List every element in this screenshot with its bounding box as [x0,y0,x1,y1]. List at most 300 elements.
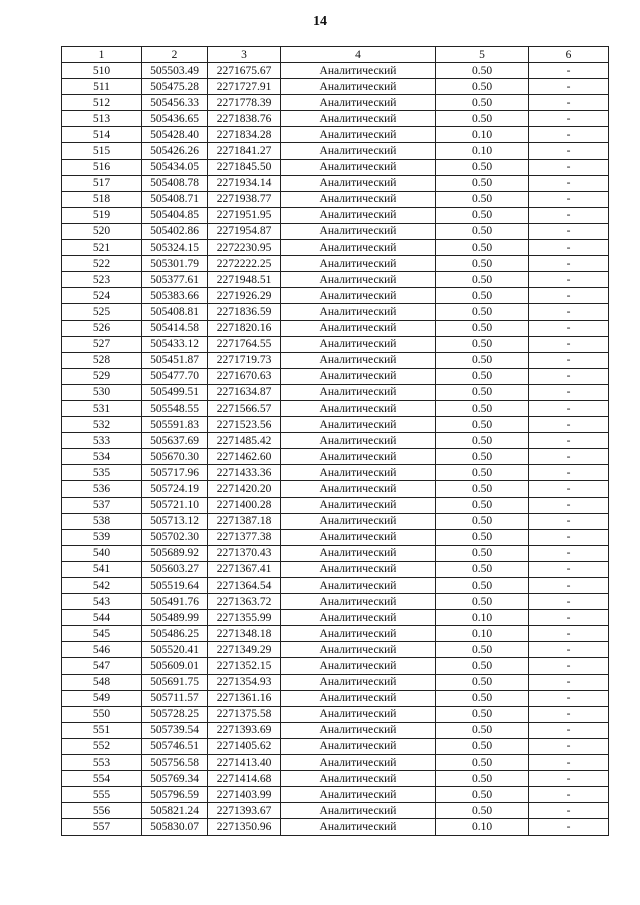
accuracy-cell: 0.50 [436,304,529,320]
accuracy-cell: 0.50 [436,529,529,545]
page-number: 14 [313,14,327,29]
accuracy-cell: 0.50 [436,578,529,594]
table-row [62,819,609,835]
y-coordinate-cell: 2271393.67 [208,803,281,819]
note-cell: - [529,481,609,497]
x-coordinate-cell: 505689.92 [142,545,208,561]
accuracy-cell: 0.50 [436,272,529,288]
point-number-cell: 554 [62,771,142,787]
y-coordinate-cell: 2271349.29 [208,642,281,658]
note-cell: - [529,545,609,561]
method-cell: Аналитический [281,706,436,722]
accuracy-cell: 0.10 [436,626,529,642]
point-number-cell: 536 [62,481,142,497]
x-coordinate-cell: 505428.40 [142,127,208,143]
method-cell: Аналитический [281,400,436,416]
point-number-cell: 525 [62,304,142,320]
table-row [62,111,609,127]
y-coordinate-cell: 2271393.69 [208,722,281,738]
point-number-cell: 522 [62,256,142,272]
note-cell: - [529,465,609,481]
x-coordinate-cell: 505377.61 [142,272,208,288]
method-cell: Аналитический [281,578,436,594]
method-cell: Аналитический [281,722,436,738]
method-cell: Аналитический [281,642,436,658]
y-coordinate-cell: 2271354.93 [208,674,281,690]
y-coordinate-cell: 2271348.18 [208,626,281,642]
point-number-cell: 545 [62,626,142,642]
note-cell: - [529,288,609,304]
method-cell: Аналитический [281,819,436,835]
table-row [62,433,609,449]
point-number-cell: 548 [62,674,142,690]
table-body [62,63,609,836]
table-row [62,400,609,416]
note-cell: - [529,706,609,722]
x-coordinate-cell: 505414.58 [142,320,208,336]
note-cell: - [529,336,609,352]
note-cell: - [529,352,609,368]
x-coordinate-cell: 505486.25 [142,626,208,642]
method-cell: Аналитический [281,304,436,320]
table-row [62,304,609,320]
note-cell: - [529,513,609,529]
y-coordinate-cell: 2272222.25 [208,256,281,272]
method-cell: Аналитический [281,481,436,497]
point-number-cell: 549 [62,690,142,706]
table-row [62,288,609,304]
point-number-cell: 510 [62,63,142,79]
accuracy-cell: 0.50 [436,642,529,658]
accuracy-cell: 0.50 [436,481,529,497]
x-coordinate-cell: 505769.34 [142,771,208,787]
point-number-cell: 542 [62,578,142,594]
method-cell: Аналитический [281,803,436,819]
method-cell: Аналитический [281,336,436,352]
x-coordinate-cell: 505436.65 [142,111,208,127]
table-row [62,771,609,787]
y-coordinate-cell: 2271566.57 [208,400,281,416]
method-cell: Аналитический [281,95,436,111]
note-cell: - [529,256,609,272]
point-number-cell: 516 [62,159,142,175]
point-number-cell: 520 [62,223,142,239]
y-coordinate-cell: 2271841.27 [208,143,281,159]
method-cell: Аналитический [281,787,436,803]
point-number-cell: 530 [62,384,142,400]
accuracy-cell: 0.50 [436,706,529,722]
accuracy-cell: 0.50 [436,63,529,79]
column-header-1: 1 [62,47,142,63]
table-row [62,658,609,674]
y-coordinate-cell: 2271834.28 [208,127,281,143]
y-coordinate-cell: 2271364.54 [208,578,281,594]
table-row [62,690,609,706]
x-coordinate-cell: 505491.76 [142,594,208,610]
method-cell: Аналитический [281,433,436,449]
point-number-cell: 541 [62,561,142,577]
y-coordinate-cell: 2271764.55 [208,336,281,352]
point-number-cell: 551 [62,722,142,738]
x-coordinate-cell: 505408.81 [142,304,208,320]
table-row [62,191,609,207]
y-coordinate-cell: 2271838.76 [208,111,281,127]
accuracy-cell: 0.10 [436,610,529,626]
method-cell: Аналитический [281,256,436,272]
note-cell: - [529,449,609,465]
y-coordinate-cell: 2271727.91 [208,79,281,95]
x-coordinate-cell: 505548.55 [142,400,208,416]
method-cell: Аналитический [281,594,436,610]
accuracy-cell: 0.50 [436,417,529,433]
table-row [62,513,609,529]
accuracy-cell: 0.50 [436,159,529,175]
x-coordinate-cell: 505520.41 [142,642,208,658]
x-coordinate-cell: 505702.30 [142,529,208,545]
point-number-cell: 511 [62,79,142,95]
accuracy-cell: 0.50 [436,352,529,368]
accuracy-cell: 0.50 [436,288,529,304]
accuracy-cell: 0.50 [436,787,529,803]
x-coordinate-cell: 505489.99 [142,610,208,626]
note-cell: - [529,690,609,706]
y-coordinate-cell: 2271934.14 [208,175,281,191]
table-row [62,465,609,481]
y-coordinate-cell: 2271363.72 [208,594,281,610]
y-coordinate-cell: 2271778.39 [208,95,281,111]
note-cell: - [529,819,609,835]
y-coordinate-cell: 2271420.20 [208,481,281,497]
x-coordinate-cell: 505609.01 [142,658,208,674]
point-number-cell: 533 [62,433,142,449]
method-cell: Аналитический [281,690,436,706]
note-cell: - [529,384,609,400]
column-header-5: 5 [436,47,529,63]
table-row [62,95,609,111]
x-coordinate-cell: 505404.85 [142,207,208,223]
method-cell: Аналитический [281,111,436,127]
table-row [62,368,609,384]
x-coordinate-cell: 505456.33 [142,95,208,111]
table-row [62,143,609,159]
accuracy-cell: 0.50 [436,256,529,272]
x-coordinate-cell: 505591.83 [142,417,208,433]
y-coordinate-cell: 2271361.16 [208,690,281,706]
note-cell: - [529,272,609,288]
method-cell: Аналитический [281,223,436,239]
method-cell: Аналитический [281,658,436,674]
accuracy-cell: 0.50 [436,771,529,787]
table-row [62,578,609,594]
accuracy-cell: 0.50 [436,561,529,577]
table-row [62,545,609,561]
accuracy-cell: 0.50 [436,175,529,191]
table-row [62,610,609,626]
x-coordinate-cell: 505477.70 [142,368,208,384]
method-cell: Аналитический [281,240,436,256]
y-coordinate-cell: 2271719.73 [208,352,281,368]
note-cell: - [529,111,609,127]
method-cell: Аналитический [281,320,436,336]
y-coordinate-cell: 2271405.62 [208,738,281,754]
y-coordinate-cell: 2271377.38 [208,529,281,545]
accuracy-cell: 0.50 [436,449,529,465]
point-number-cell: 515 [62,143,142,159]
accuracy-cell: 0.50 [436,594,529,610]
y-coordinate-cell: 2271926.29 [208,288,281,304]
y-coordinate-cell: 2271367.41 [208,561,281,577]
x-coordinate-cell: 505499.51 [142,384,208,400]
table-row [62,642,609,658]
point-number-cell: 528 [62,352,142,368]
y-coordinate-cell: 2271375.58 [208,706,281,722]
point-number-cell: 513 [62,111,142,127]
accuracy-cell: 0.50 [436,690,529,706]
point-number-cell: 524 [62,288,142,304]
point-number-cell: 519 [62,207,142,223]
table-row [62,594,609,610]
note-cell: - [529,400,609,416]
y-coordinate-cell: 2271845.50 [208,159,281,175]
x-coordinate-cell: 505637.69 [142,433,208,449]
x-coordinate-cell: 505519.64 [142,578,208,594]
y-coordinate-cell: 2271350.96 [208,819,281,835]
note-cell: - [529,722,609,738]
accuracy-cell: 0.50 [436,111,529,127]
accuracy-cell: 0.50 [436,240,529,256]
note-cell: - [529,594,609,610]
x-coordinate-cell: 505756.58 [142,755,208,771]
accuracy-cell: 0.50 [436,400,529,416]
table-row [62,561,609,577]
note-cell: - [529,175,609,191]
note-cell: - [529,63,609,79]
table-row [62,674,609,690]
table-row [62,384,609,400]
y-coordinate-cell: 2271485.42 [208,433,281,449]
table-row [62,320,609,336]
x-coordinate-cell: 505713.12 [142,513,208,529]
accuracy-cell: 0.50 [436,223,529,239]
table-row [62,256,609,272]
method-cell: Аналитический [281,417,436,433]
method-cell: Аналитический [281,610,436,626]
point-number-cell: 518 [62,191,142,207]
point-number-cell: 512 [62,95,142,111]
column-header-6: 6 [529,47,609,63]
accuracy-cell: 0.50 [436,79,529,95]
accuracy-cell: 0.50 [436,433,529,449]
method-cell: Аналитический [281,79,436,95]
table-row [62,497,609,513]
x-coordinate-cell: 505434.05 [142,159,208,175]
y-coordinate-cell: 2271370.43 [208,545,281,561]
y-coordinate-cell: 2271670.63 [208,368,281,384]
note-cell: - [529,738,609,754]
note-cell: - [529,368,609,384]
x-coordinate-cell: 505711.57 [142,690,208,706]
method-cell: Аналитический [281,159,436,175]
point-number-cell: 556 [62,803,142,819]
y-coordinate-cell: 2271820.16 [208,320,281,336]
y-coordinate-cell: 2272230.95 [208,240,281,256]
accuracy-cell: 0.50 [436,722,529,738]
table-row [62,175,609,191]
y-coordinate-cell: 2271948.51 [208,272,281,288]
y-coordinate-cell: 2271938.77 [208,191,281,207]
note-cell: - [529,561,609,577]
method-cell: Аналитический [281,288,436,304]
x-coordinate-cell: 505408.78 [142,175,208,191]
note-cell: - [529,578,609,594]
note-cell: - [529,320,609,336]
y-coordinate-cell: 2271954.87 [208,223,281,239]
note-cell: - [529,642,609,658]
accuracy-cell: 0.50 [436,738,529,754]
accuracy-cell: 0.10 [436,127,529,143]
table-row [62,63,609,79]
table-row [62,159,609,175]
table-row [62,272,609,288]
method-cell: Аналитический [281,771,436,787]
point-number-cell: 550 [62,706,142,722]
table-row [62,787,609,803]
accuracy-cell: 0.50 [436,497,529,513]
method-cell: Аналитический [281,674,436,690]
note-cell: - [529,417,609,433]
note-cell: - [529,159,609,175]
note-cell: - [529,529,609,545]
x-coordinate-cell: 505324.15 [142,240,208,256]
table-row [62,626,609,642]
point-number-cell: 532 [62,417,142,433]
accuracy-cell: 0.50 [436,368,529,384]
accuracy-cell: 0.50 [436,545,529,561]
note-cell: - [529,433,609,449]
method-cell: Аналитический [281,497,436,513]
column-header-4: 4 [281,47,436,63]
y-coordinate-cell: 2271413.40 [208,755,281,771]
accuracy-cell: 0.50 [436,674,529,690]
y-coordinate-cell: 2271400.28 [208,497,281,513]
note-cell: - [529,610,609,626]
method-cell: Аналитический [281,545,436,561]
x-coordinate-cell: 505603.27 [142,561,208,577]
x-coordinate-cell: 505503.49 [142,63,208,79]
x-coordinate-cell: 505796.59 [142,787,208,803]
table-row [62,481,609,497]
point-number-cell: 555 [62,787,142,803]
x-coordinate-cell: 505301.79 [142,256,208,272]
y-coordinate-cell: 2271352.15 [208,658,281,674]
point-number-cell: 521 [62,240,142,256]
table-row [62,803,609,819]
note-cell: - [529,207,609,223]
point-number-cell: 547 [62,658,142,674]
note-cell: - [529,674,609,690]
accuracy-cell: 0.50 [436,336,529,352]
table-row [62,127,609,143]
point-number-cell: 544 [62,610,142,626]
point-number-cell: 526 [62,320,142,336]
table-row [62,738,609,754]
point-number-cell: 527 [62,336,142,352]
table-row [62,336,609,352]
accuracy-cell: 0.50 [436,320,529,336]
accuracy-cell: 0.50 [436,658,529,674]
note-cell: - [529,658,609,674]
x-coordinate-cell: 505746.51 [142,738,208,754]
accuracy-cell: 0.50 [436,755,529,771]
table-row [62,207,609,223]
x-coordinate-cell: 505670.30 [142,449,208,465]
point-number-cell: 517 [62,175,142,191]
y-coordinate-cell: 2271387.18 [208,513,281,529]
accuracy-cell: 0.50 [436,465,529,481]
table-row [62,240,609,256]
point-number-cell: 546 [62,642,142,658]
accuracy-cell: 0.50 [436,513,529,529]
y-coordinate-cell: 2271462.60 [208,449,281,465]
point-number-cell: 531 [62,400,142,416]
x-coordinate-cell: 505433.12 [142,336,208,352]
note-cell: - [529,755,609,771]
y-coordinate-cell: 2271414.68 [208,771,281,787]
x-coordinate-cell: 505830.07 [142,819,208,835]
x-coordinate-cell: 505691.75 [142,674,208,690]
x-coordinate-cell: 505721.10 [142,497,208,513]
x-coordinate-cell: 505402.86 [142,223,208,239]
point-number-cell: 514 [62,127,142,143]
x-coordinate-cell: 505821.24 [142,803,208,819]
method-cell: Аналитический [281,352,436,368]
table-header-row [62,47,609,63]
note-cell: - [529,304,609,320]
accuracy-cell: 0.50 [436,95,529,111]
point-number-cell: 523 [62,272,142,288]
point-number-cell: 553 [62,755,142,771]
point-number-cell: 539 [62,529,142,545]
note-cell: - [529,95,609,111]
method-cell: Аналитический [281,384,436,400]
x-coordinate-cell: 505739.54 [142,722,208,738]
accuracy-cell: 0.50 [436,207,529,223]
method-cell: Аналитический [281,449,436,465]
note-cell: - [529,127,609,143]
table-row [62,79,609,95]
point-number-cell: 557 [62,819,142,835]
point-number-cell: 534 [62,449,142,465]
table-row [62,722,609,738]
y-coordinate-cell: 2271836.59 [208,304,281,320]
x-coordinate-cell: 505724.19 [142,481,208,497]
table-row [62,706,609,722]
method-cell: Аналитический [281,626,436,642]
table-row [62,529,609,545]
method-cell: Аналитический [281,465,436,481]
column-header-2: 2 [142,47,208,63]
note-cell: - [529,143,609,159]
table-row [62,755,609,771]
accuracy-cell: 0.50 [436,384,529,400]
y-coordinate-cell: 2271675.67 [208,63,281,79]
method-cell: Аналитический [281,272,436,288]
method-cell: Аналитический [281,368,436,384]
note-cell: - [529,787,609,803]
y-coordinate-cell: 2271951.95 [208,207,281,223]
x-coordinate-cell: 505717.96 [142,465,208,481]
y-coordinate-cell: 2271433.36 [208,465,281,481]
